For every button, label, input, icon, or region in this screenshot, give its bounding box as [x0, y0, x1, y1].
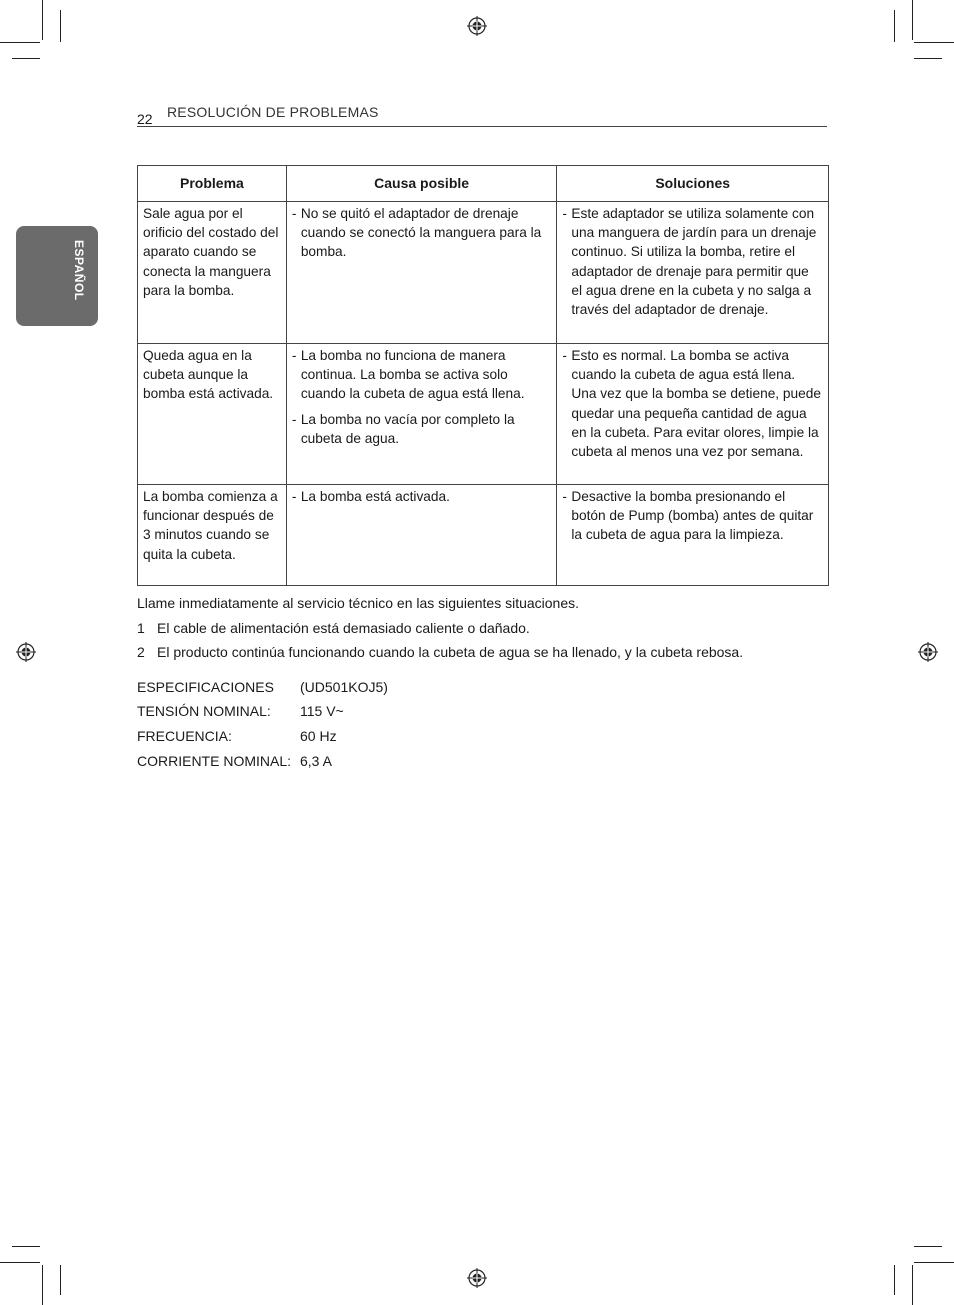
- solution-cell: [557, 202, 829, 344]
- spec-label: ESPECIFICACIONES: [137, 679, 274, 695]
- spec-value: 60 Hz: [300, 728, 337, 744]
- list-item: [137, 644, 743, 660]
- crop-mark: [60, 1265, 61, 1295]
- cause-cell: [286, 485, 557, 586]
- crop-mark: [914, 58, 942, 59]
- crop-mark: [894, 1265, 895, 1295]
- table-row: [138, 485, 829, 586]
- registration-mark-icon: [467, 16, 487, 36]
- spec-row: [137, 728, 337, 744]
- table-row: [138, 344, 829, 485]
- crop-mark: [912, 0, 913, 40]
- list-text: El producto continúa funcionando cuando la cubeta de agua se ha llenado, y la cubeta rebosa.: [157, 644, 744, 660]
- spec-label: CORRIENTE NOMINAL:: [137, 753, 292, 769]
- spec-value: 6,3 A: [300, 753, 332, 769]
- service-notice: Llame inmediatamente al servicio técnico en las siguientes situaciones.: [137, 595, 580, 611]
- column-header: Problema: [138, 166, 287, 202]
- list-item: [137, 620, 530, 636]
- table-header-row: [138, 166, 829, 202]
- registration-mark-icon: [16, 642, 36, 662]
- list-item: - Esto es normal. La bomba se activa cuando la cubeta de agua está llena. Una vez que la bomba se detiene, puede quedar una pequeña cantidad de agua en la cubeta. Para evitar olores, limpie la cubeta al menos una vez por semana.: [562, 348, 821, 460]
- problem-cell: Queda agua en la cubeta aunque la bomba está activada.: [138, 344, 287, 485]
- list-item: - No se quitó el adaptador de drenaje cuando se conectó la manguera para la bomba.: [291, 206, 542, 260]
- column-header: Soluciones: [557, 166, 829, 202]
- crop-mark: [12, 1246, 40, 1247]
- crop-mark: [914, 1246, 942, 1247]
- list-item: - Desactive la bomba presionando el botón de Pump (bomba) antes de quitar la cubeta de agua para la limpieza.: [562, 489, 814, 543]
- registration-mark-icon: [918, 642, 938, 662]
- list-number: 2: [137, 644, 145, 660]
- page-header: [137, 104, 827, 127]
- crop-mark: [12, 58, 40, 59]
- crop-mark: [894, 10, 895, 42]
- crop-mark: [912, 1265, 913, 1305]
- list-number: 1: [137, 620, 145, 636]
- solution-cell: [557, 344, 829, 485]
- spec-row: [137, 753, 332, 769]
- spec-row: [137, 703, 344, 719]
- section-title: RESOLUCIÓN DE PROBLEMAS: [167, 104, 379, 120]
- problem-cell: La bomba comienza a funcionar después de 3 minutos cuando se quita la cubeta.: [138, 485, 287, 586]
- spec-label: FRECUENCIA:: [137, 728, 232, 744]
- crop-mark: [914, 1262, 954, 1263]
- crop-mark: [914, 42, 954, 43]
- troubleshooting-table: [137, 165, 829, 586]
- registration-mark-icon: [467, 1268, 487, 1288]
- cause-cell: [286, 344, 557, 485]
- list-item: - Este adaptador se utiliza solamente con una manguera de jardín para un drenaje continuo. Si utiliza la bomba, retire el adaptador de drenaje para permitir que el agua drene en la cubeta y no salga a través del adaptador de drenaje.: [562, 206, 817, 318]
- table-row: [138, 202, 829, 344]
- cause-cell: [286, 202, 557, 344]
- list-item: - La bomba no vacía por completo la cubeta de agua.: [291, 411, 515, 446]
- list-item: - La bomba está activada.: [291, 489, 450, 504]
- language-tab: [16, 226, 98, 326]
- spec-row: [137, 679, 388, 695]
- page-number: 22: [137, 111, 153, 127]
- language-tab-label: ESPAÑOL: [72, 240, 86, 301]
- spec-value: (UD501KOJ5): [300, 679, 388, 695]
- list-item: - La bomba no funciona de manera continua. La bomba se activa solo cuando la cubeta de agua está llena.: [291, 348, 525, 402]
- problem-cell: Sale agua por el orificio del costado del aparato cuando se conecta la manguera para la bomba.: [138, 202, 287, 344]
- solution-cell: [557, 485, 829, 586]
- crop-mark: [60, 10, 61, 42]
- column-header: Causa posible: [286, 166, 557, 202]
- spec-label: TENSIÓN NOMINAL:: [137, 703, 271, 719]
- list-text: El cable de alimentación está demasiado caliente o dañado.: [157, 620, 530, 636]
- crop-mark: [0, 42, 40, 43]
- crop-mark: [0, 1262, 40, 1263]
- spec-value: 115 V~: [300, 703, 344, 719]
- crop-mark: [42, 0, 43, 40]
- crop-mark: [42, 1265, 43, 1305]
